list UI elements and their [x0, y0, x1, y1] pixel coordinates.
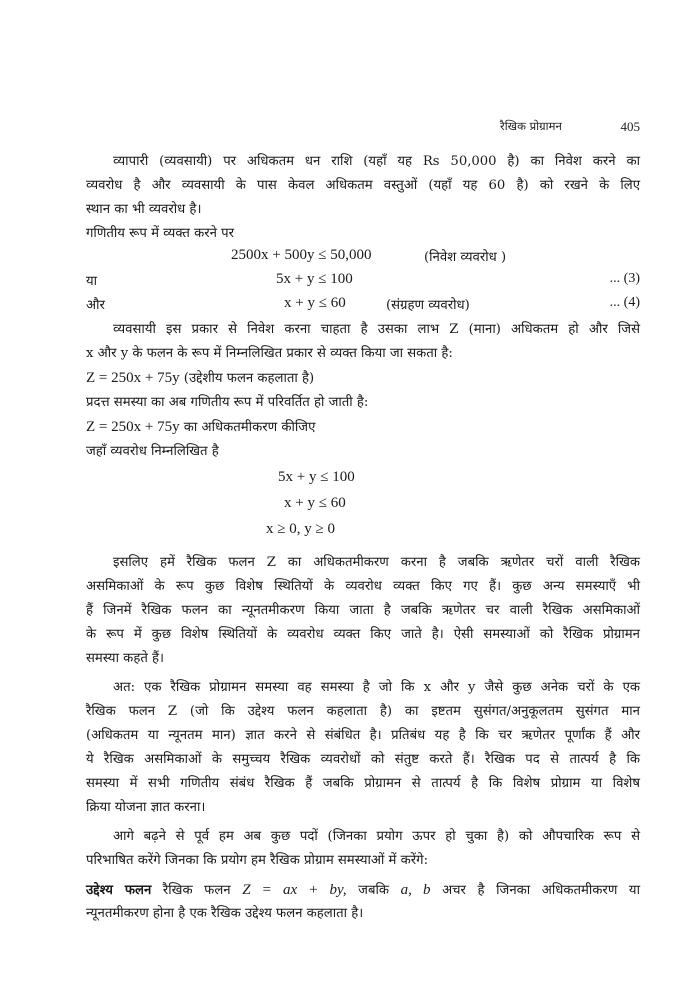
paragraph-line: ये रैखिक असमिकाओं के समुच्चय रैखिक व्यवरोधों को संतुष्ट करते हैं। रैखिक पद से तात्पर्य है कि — [86, 752, 640, 767]
definition-expression: Z = ax + by, — [242, 882, 347, 898]
equation-number: ... (3) — [609, 271, 640, 286]
paragraph-line: असमिकाओं के रूप कुछ विशेष स्थितियों के व्यवरोध व्यक्त किए गए हैं। कुछ अन्य समस्याएँ भी — [86, 579, 640, 594]
paragraph-line: व्यवसायी इस प्रकार से निवेश करना चाहता है उसका लाभ Z (माना) अधिकतम हो और जिसे — [113, 322, 640, 337]
maximize-line — [86, 416, 640, 439]
maximize-expression: Z = 250x + 75y — [86, 419, 180, 435]
paragraph-line: स्थान का भी व्यवरोध है। — [86, 202, 202, 217]
equation-investment — [86, 247, 640, 269]
equation-label: और — [86, 298, 105, 313]
equation-note: (निवेश व्यवरोध ) — [424, 250, 507, 265]
definition-text: रैखिक फलन — [162, 883, 231, 898]
paragraph-line: आगे बढ़ने से पूर्व हम अब कुछ पदों (जिनका प्रयोग ऊपर हो चुका है) को औपचारिक रूप से — [113, 829, 640, 844]
equation-number: ... (4) — [609, 295, 640, 310]
constraint-expression: 5x + y ≤ 100 — [278, 469, 355, 485]
paragraph-line: समस्या कहते हैं। — [86, 651, 165, 666]
constraint-expression: x ≥ 0, y ≥ 0 — [266, 521, 335, 537]
definition-text: जबकि — [358, 883, 390, 898]
problem-intro: प्रदत्त समस्या का अब गणितीय रूप में परिवर्तित हो जाती है: — [86, 395, 369, 410]
paragraph-line: रैखिक फलन Z (जो कि उद्देश्य फलन कहलाता है) का इष्टतम सुसंगत/अनुकूलतम सुसंगत मान — [86, 704, 640, 719]
paragraph-line: व्यापारी (व्यवसायी) पर अधिकतम धन राशि (यहाँ यह Rs 50,000 है) का निवेश करने का — [113, 154, 640, 169]
definition-variables: a, b — [400, 882, 431, 898]
definition-line — [86, 879, 640, 902]
paragraph-line: (अधिकतम या न्यूनतम मान) ज्ञात करने से संबंधित है। प्रतिबंध यह है कि चर ऋणेतर पूर्णांक हैं और — [86, 728, 640, 743]
definition-line: न्यूनतमीकरण होना है एक रैखिक उद्देश्य फलन कहलाता है। — [86, 906, 364, 921]
paragraph-line: इसलिए हमें रैखिक फलन Z का अधिकतमीकरण करना है जबकि ऋणेतर चरों वाली रैखिक — [113, 555, 640, 570]
definition-term: उद्देश्य फलन — [86, 883, 152, 898]
paragraph-line: क्रिया योजना ज्ञात करना। — [86, 800, 206, 815]
maximize-text: का अधिकतमीकरण कीजिए — [183, 420, 316, 435]
equation-note: (संग्रहण व्यवरोध) — [386, 298, 470, 313]
constraints-intro: जहाँ व्यवरोध निम्नलिखित है — [86, 444, 219, 459]
definition-text: अचर है जिनका अधिकतमीकरण या — [442, 883, 641, 898]
constraint-item — [86, 469, 640, 491]
paragraph-line: के रूप में कुछ विशेष स्थितियों के व्यवरोध व्यक्त किए जाते है। ऐसी समस्याओं को रैखिक प्रोग्रामन — [86, 627, 640, 642]
constraint-expression: x + y ≤ 60 — [284, 495, 346, 511]
paragraph-line: हैं जिनमें रैखिक फलन का न्यूनतमीकरण किया जाता है जबकि ऋणेतर चर वाली रैखिक असमिकाओं — [86, 603, 640, 618]
paragraph-line: अत: एक रैखिक प्रोग्रामन समस्या वह समस्या है जो कि x और y जैसे कुछ अनेक चरों के एक — [113, 680, 640, 695]
equation-expression: 2500x + 500y ≤ 50,000 — [231, 247, 372, 263]
equation-3 — [86, 271, 640, 293]
objective-function-line — [86, 367, 640, 390]
constraint-item — [86, 495, 640, 517]
equation-4 — [86, 295, 640, 317]
objective-expression: Z = 250x + 75y — [86, 370, 180, 386]
math-intro: गणितीय रूप में व्यक्त करने पर — [86, 226, 235, 241]
equation-label: या — [86, 274, 98, 289]
paragraph-line: व्यवरोध है और व्यवसायी के पास केवल अधिकतम वस्तुओं (यहाँ यह 60 है) को रखने के लिए — [86, 178, 640, 193]
page-number: 405 — [620, 119, 640, 134]
paragraph-line: परिभाषित करेंगे जिनका कि प्रयोग हम रैखिक प्रोग्राम समस्याओं में करेंगे: — [86, 853, 429, 868]
paragraph-line: समस्या में सभी गणितीय संबंध रैखिक हैं जबकि प्रोग्रामन से तात्पर्य है कि विशेष प्रोग्राम या विशेष — [86, 776, 640, 791]
paragraph-line: x और y के फलन के रूप में निम्नलिखित प्रकार से व्यक्त किया जा सकता है: — [86, 346, 453, 361]
constraint-item — [86, 521, 640, 543]
running-title: रैखिक प्रोग्रामन — [500, 119, 562, 133]
equation-expression: 5x + y ≤ 100 — [276, 271, 353, 287]
objective-note: (उद्देशीय फलन कहलाता है) — [183, 371, 315, 386]
equation-expression: x + y ≤ 60 — [284, 295, 346, 311]
